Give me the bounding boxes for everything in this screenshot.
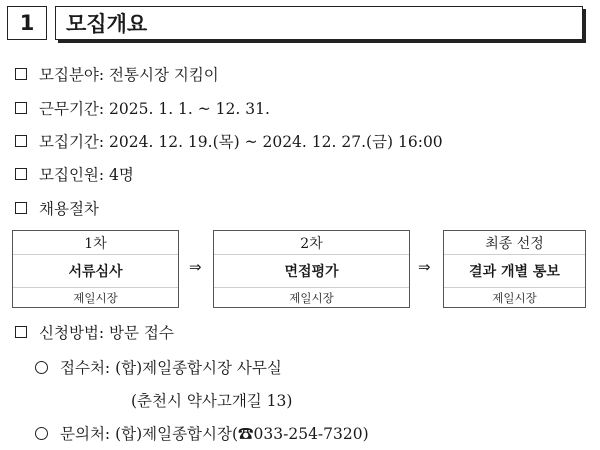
procedure-line xyxy=(15,196,99,220)
apply-method-text: 신청방법: 방문 접수 xyxy=(39,324,174,342)
step-stage: 1차 xyxy=(13,231,178,255)
right-double-arrow-icon: ⇒ xyxy=(189,258,202,276)
apply-method-line xyxy=(15,320,174,344)
right-double-arrow-icon: ⇒ xyxy=(418,258,431,276)
inquiry-line xyxy=(35,421,369,445)
step-name: 서류심사 xyxy=(68,264,123,280)
recruit-period-line xyxy=(15,129,443,153)
headcount-line xyxy=(15,162,134,186)
procedure-label: 채용절차 xyxy=(39,200,99,218)
step-name: 결과 개별 통보 xyxy=(469,264,560,280)
square-bullet-icon xyxy=(15,102,27,114)
work-period-line xyxy=(15,96,270,120)
recruit-period-text: 모집기간: 2024. 12. 19.(목) ~ 2024. 12. 27.(금) 16:00 xyxy=(39,133,443,151)
recruit-field-text: 모집분야: 전통시장 지킴이 xyxy=(39,66,219,84)
step-stage: 2차 xyxy=(214,231,409,255)
recruit-field-line xyxy=(15,62,219,86)
step-final-selection xyxy=(443,230,586,308)
work-period-text: 근무기간: 2025. 1. 1. ~ 12. 31. xyxy=(39,100,270,118)
square-bullet-icon xyxy=(15,168,27,180)
square-bullet-icon xyxy=(15,202,27,214)
step-org: 제일시장 xyxy=(214,287,409,307)
step-interview xyxy=(213,230,410,308)
reception-address-line xyxy=(131,388,292,412)
step-org: 제일시장 xyxy=(444,287,585,307)
reception-text: 접수처: (합)제일종합시장 사무실 xyxy=(60,359,282,377)
square-bullet-icon xyxy=(15,326,27,338)
reception-address: (춘천시 약사고개길 13) xyxy=(131,392,293,410)
headcount-text: 모집인원: 4명 xyxy=(39,166,134,184)
reception-line xyxy=(35,355,282,379)
section-title: 모집개요 xyxy=(55,6,583,40)
square-bullet-icon xyxy=(15,68,27,80)
step-org: 제일시장 xyxy=(13,287,178,307)
section-number: 1 xyxy=(7,6,47,40)
circle-bullet-icon xyxy=(35,361,48,374)
square-bullet-icon xyxy=(15,135,27,147)
inquiry-text: 문의처: (합)제일종합시장(☎033-254-7320) xyxy=(60,425,369,443)
step-name: 면접평가 xyxy=(284,264,339,280)
step-stage: 최종 선정 xyxy=(444,231,585,255)
circle-bullet-icon xyxy=(35,427,48,440)
step-document-review xyxy=(12,230,179,308)
